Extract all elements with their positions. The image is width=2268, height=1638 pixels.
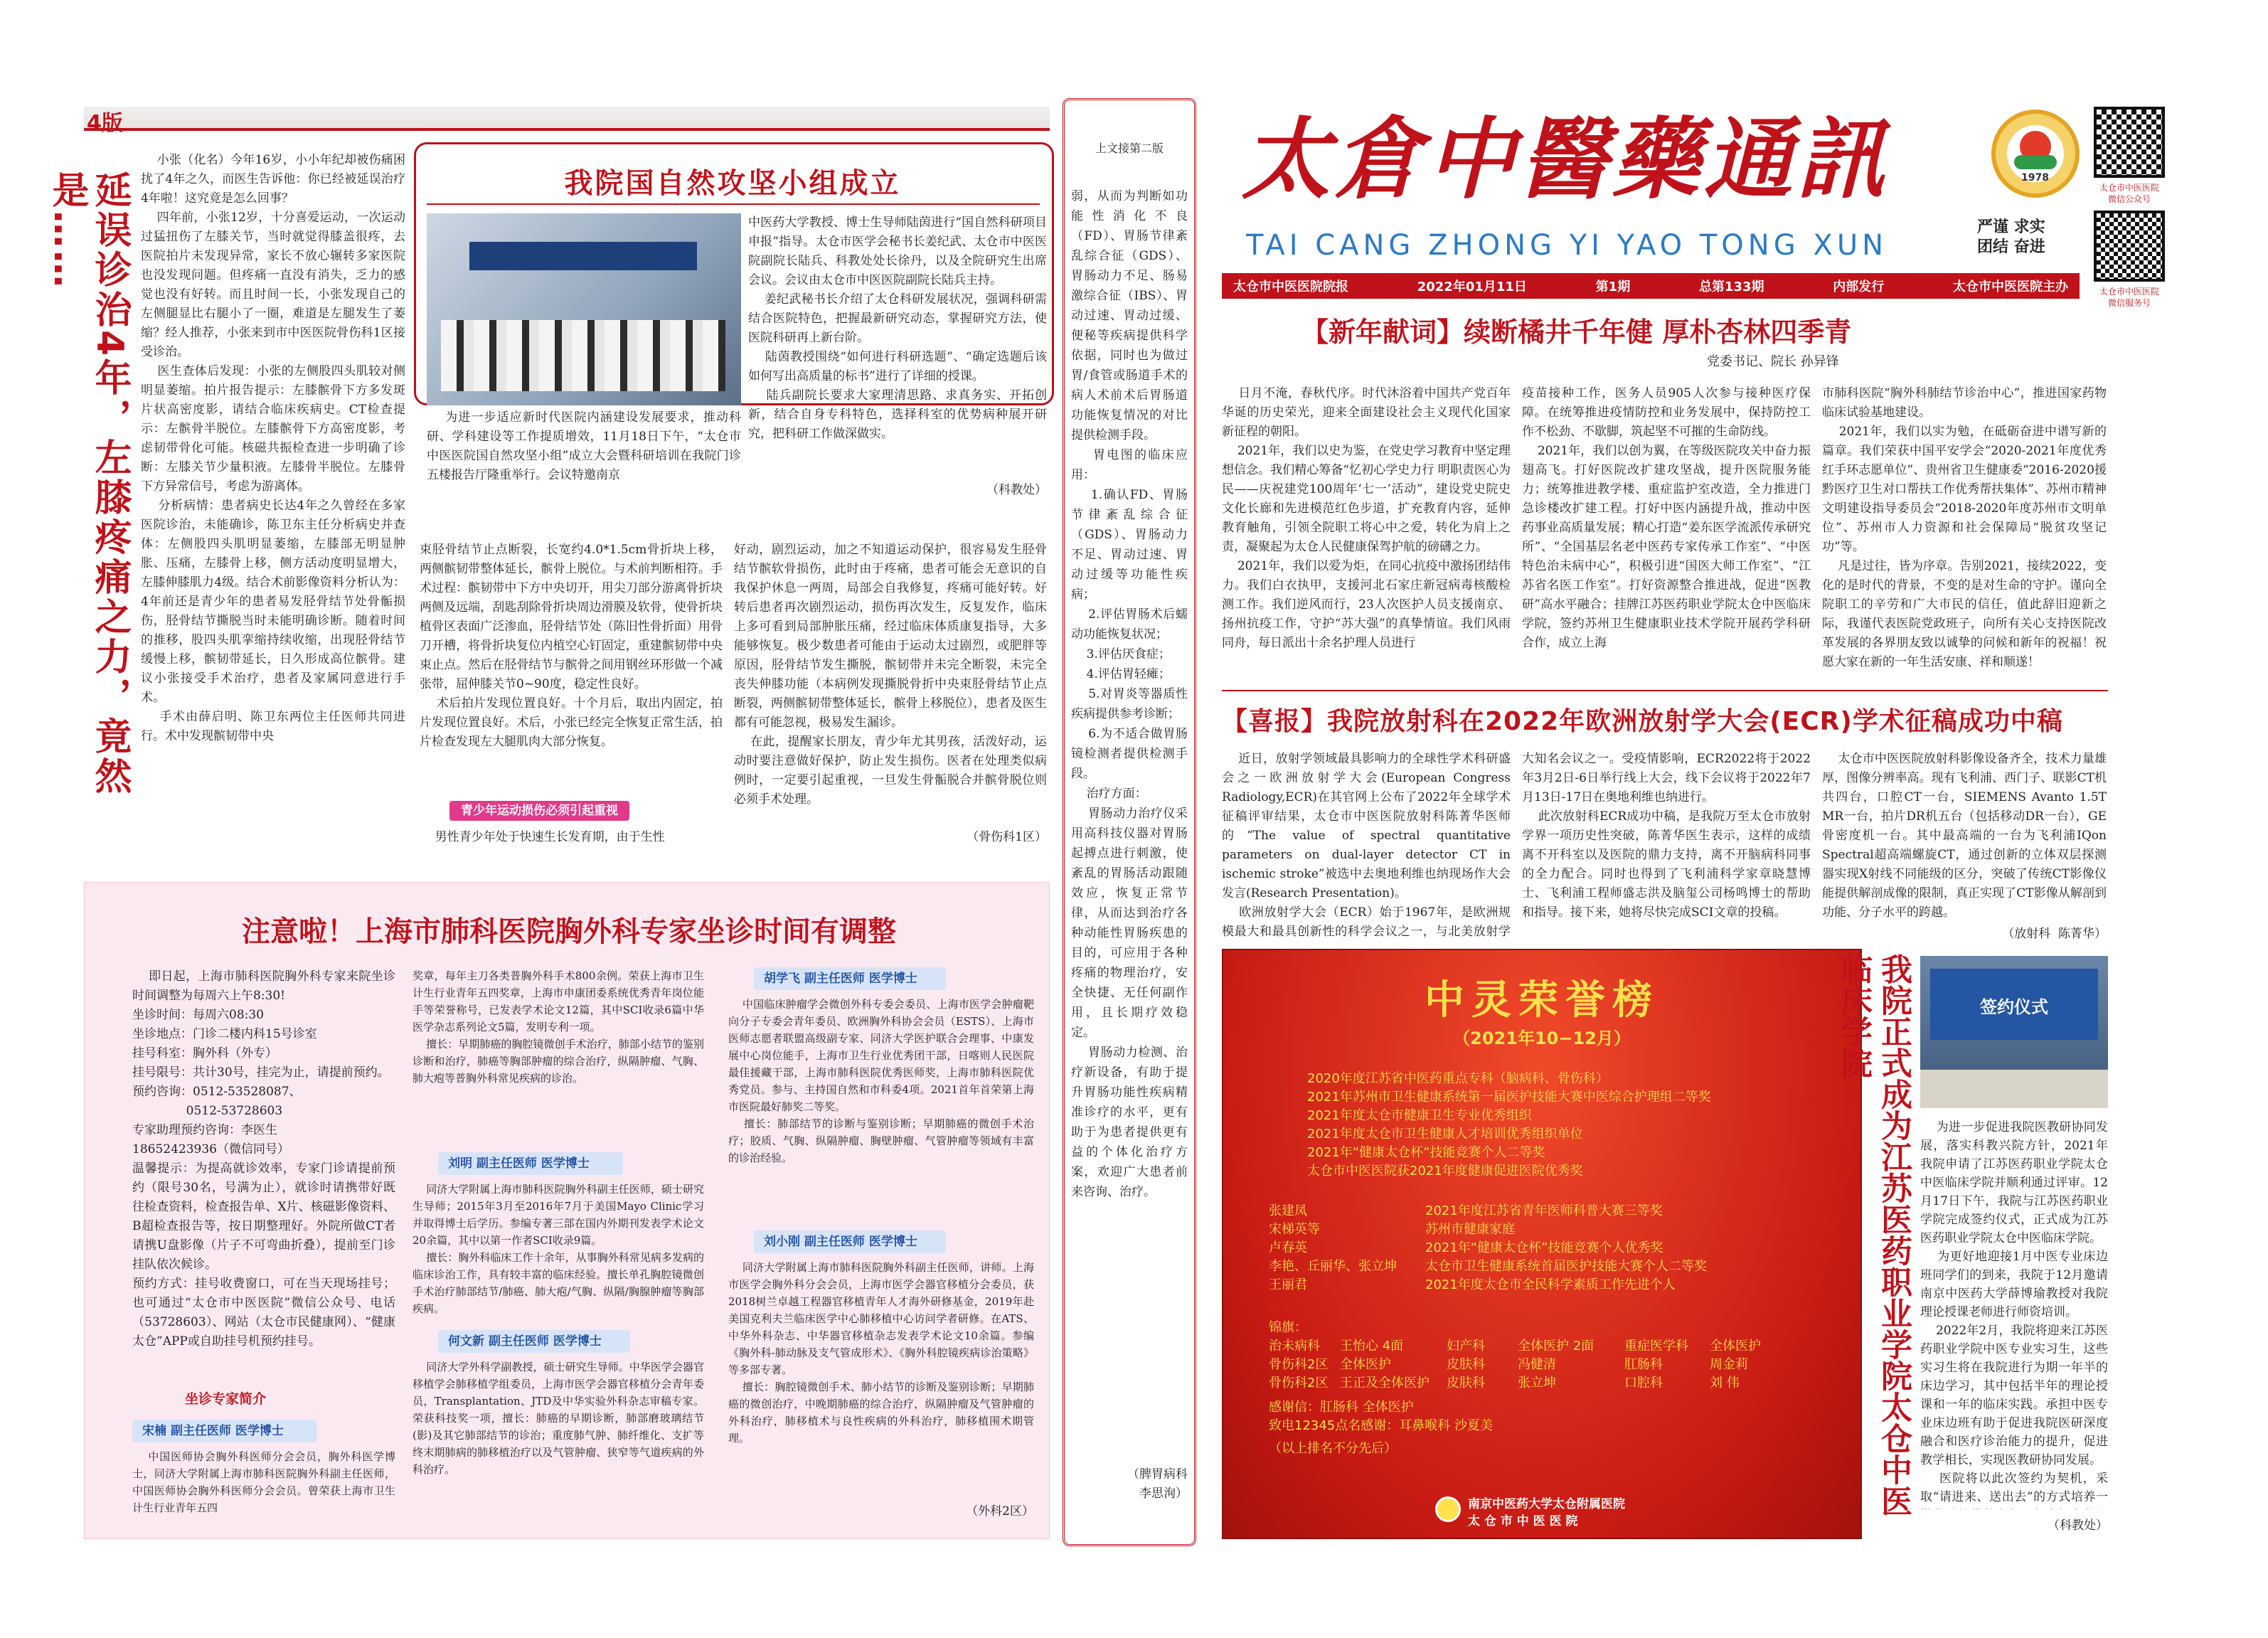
college-credit: （科教处） [2048,1519,2108,1533]
notice-col2: 奖章，每年主刀各类普胸外科手术800余例。荣获上海市卫生计生行业青年五四奖章，上海市申康团委系统优秀青年岗位能手等荣誉称号，已发表学术论文12篇，其中SCI收录6篇中华医学杂志系列论文5篇，发明专利一项。 擅长：早期肺癌的胸腔镜微创手术治疗，肺部小结节的鉴别诊断和治疗，肺癌等胸部肿瘤的综合治疗，纵隔肿瘤、气胸、肺大疱等普胸外科常见疾病的诊治。 [412,969,704,1085]
continuation-label: 上文接第二版 [1095,142,1164,155]
unit-award: 刘 伟 [1710,1376,1740,1390]
honor-award: 2021年度江苏省青年医师科普大赛三等奖 [1425,1203,1663,1218]
unit: 骨伤科2区 [1269,1357,1329,1372]
unit-award: 全体医护 [1340,1357,1391,1372]
honor-item: 2021年度太仓市健康卫生专业优秀组织 [1307,1108,1532,1123]
page-number: 4版 [87,111,123,136]
college-text: 为进一步促进我院医教研协同发展，落实科教兴院方针，2021年我院申请了江苏医药职业学院太仓中医临床学院并顺利通过评审。12月17日下午，我院与江苏医药职业学院完成签约仪式，正式成为江苏医药职业学院太仓中医临床学院。 为更好地迎接1月中医专业床边班同学们的到来，我院于12月邀请南京中医药大学薛博瑜教授对我院理论授课老师进行师资培训。 2022年2月，我院将迎来江苏医药职业学院中医专业实习生，这些实习生将在我院进行为期一年半的床边学习，其中包括半年的理论授课和一年的临床实践。承担中医专业床边班有助于促进我院医研深度融合和医疗诊治能力的提升，促进教学相长，实现医教研协同发展。 医院将以此次签约为契机，采取“请进来、送出去”的方式培养一 [1920,1120,2108,1504]
info-paper-name: 太仓市中医医院院报 [1233,280,1348,294]
knee-credit: （骨伤科1区） [967,830,1047,844]
info-date: 2022年01月11日 [1417,280,1527,294]
newyear-col2: 疫苗接种工作，医务人员905人次参与接种医疗保障。在统筹推进疫情防控和业务发展中，保持防控工作不松劲、不歇脚，筑起坚不可摧的生命防线。 2021年，我们以创为翼，在等级医院攻关中奋力振翅高飞。打好医院改扩建攻坚战，提升医院服务能力；统筹推进教学楼、重症监护室改造，全力推进门急诊楼改扩建工程。打好中医内涵提升战，推动中医药事业高质量发展；精心打造“姜东医学流派传承研究所”、“全国基层名老中医药专家传承工作室”、“中医特色治未病中心”，积极引进“国医大师工作室”、“江苏省名医工作室”。打好资源整合推进战，促进“医教研”高水平融合；挂牌江苏医药职业学院太仓中医临床学院，签约苏州卫生健康职业技术学院开展药学科研合作，成立上海 [1522,386,1811,650]
honor-person-row [1269,1257,1852,1276]
ecr-col1: 近日，放射学领域最具影响力的全球性学术科研盛会之一欧洲放射学大会(European Congress Radiology,ECR)在其官网上公布了2022年全球学术征稿评审结果，太仓市中医医院放射科陈菁华医师的“The value of spectral quantitative parameters on dual-layer detector CT in ischemic stroke”被选中去奥地利维也纳现场作大会发言(Research Presentation)。 欧洲放射学大会（ECR）始于1967年，是欧洲规模最大和最具创新性的科学会议之一，与北美放射学 [1222,752,1511,939]
honor-footer-emblem [1435,1496,1461,1522]
honor-footer-line2: 太 仓 市 中 医 医 院 [1468,1514,1578,1528]
feature-credit: （科教处） [986,483,1047,497]
honor-subtitle: （2021年10−12月） [1453,1028,1631,1048]
masthead-info-bar [1222,273,2080,299]
masthead-title: 太倉中醫藥通訊 [1242,108,1890,211]
honor-person-row [1269,1202,1852,1220]
motto-line2: 团结 奋进 [1977,238,2045,256]
article-knee-col1: 小张（化名）今年16岁，小小年纪却被伤痛困扰了4年之久，而医生告诉他：你已经被延误治疗4年啦！这究竟是怎么回事？ 四年前，小张12岁，十分喜爱运动，一次运动过猛扭伤了左膝关节，当时就觉得膝盖很疼，去医院拍片未发现异常，家长不放心辗转多家医院也没发现问题。但疼痛一直没有消失，乏力的感觉也没有好转。而且时间一长，小张发现自己的左侧腿显比右腿小了一圈，难道是左腿发生了萎缩？经人推荐，小张来到市中医医院骨伤科1区接受诊治。 医生查体后发现：小张的左侧股四头肌较对侧明显萎缩。拍片报告提示：左膝髌骨下方多发斑片状高密度影，请结合临床疾病史。CT检查提示：左髌骨半脱位。左膝髌骨下方高密度影，考虑韧带骨化可能。核磁共振检查进一步明确了诊断：左膝关节少量积液。左膝骨半脱位。左膝骨下方异常信号，考虑为游离体。 分析病情：患者病史长达4年之久曾经在多家医院诊治，未能确诊，陈卫东主任分析病史并查体：左侧股四头肌明显萎缩，左膝部无明显肿胀、压痛，左膝骨上移，侧方活动度明显增大，左膝伸膝肌力4级。结合术前影像资料分析认为：4年前还是青少年的患者易发胫骨结节处骨骺损伤，胫骨结节撕脱当时未能明确诊断。随着时间的推移，股四头肌挛缩持续收缩，出现胫骨结节缓慢上移，髌韧带延长，日久形成高位髌骨。建议小张接受手术治疗，患者及家属同意进行手术。 手术由薛启明、陈卫东两位主任医师共同进行。术中发现髌韧带中央 [141,153,405,743]
unit: 皮肤科 [1447,1376,1485,1390]
qr-code-wechat[interactable] [2094,107,2165,178]
honor-units [1269,1319,1852,1458]
divider-ecr [1222,690,2108,691]
signing-banner-text: 签约仪式 [1980,997,2048,1017]
expert-label-4: 胡学飞 副主任医师 医学博士 [754,967,946,990]
honor-award: 2021年度太仓市全民科学素质工作先进个人 [1425,1277,1676,1292]
unit-award: 全体医护 2面 [1518,1339,1594,1354]
unit: 肛肠科 [1624,1357,1663,1372]
info-distribution: 内部发行 [1833,280,1885,294]
vertical-headline: 延误诊治4年，左膝疼痛之力，竟然是…… [46,171,131,797]
masthead-pinyin: TAI CANG ZHONG YI YAO TONG XUN [1246,229,1888,262]
expert-text-3: 同济大学外科学副教授，硕士研究生导师。中华医学会器官移植学会肺移植学组委员，上海市医学会器官移植分会青年委员，Transplantation、JTD及中华实验外科杂志审稿专家。荣获科技奖一项，擅长：肺癌的早期诊断，肺部磨玻璃结节(影)及其它肺部结节的诊治；重度肺气肿、肺纤维化、支扩等终末期肺病的肺移植治疗以及气管肿瘤、狭窄等气道疾病的外科治疗。 [412,1361,704,1476]
unit: 骨伤科2区 [1269,1376,1329,1390]
unit-award: 冯健清 [1518,1357,1556,1372]
honor-thanks: 感谢信：肛肠科 全体医护 [1269,1400,1414,1415]
qr-caption-service: 太仓市中医医院 微信服务号 [2099,287,2159,308]
honor-person-row [1269,1239,1852,1257]
honor-person: 王丽君 [1269,1277,1307,1292]
feature-title-rule [427,203,1040,205]
article-knee-col3: 好动，剧烈运动，加之不知道运动保护，很容易发生胫骨结节髌软骨损伤，此时由于疼痛，患者可能会无意识的自我保护休息一两周，局部会自我修复，疼痛可能好转。好转后患者再次剧烈运动，损伤再次发生，反复发作，临床上多可看到局部肿胀压痛，经过临床体质康复指导，大多能够恢复。极少数患者可能由于运动太过剧烈，或肥胖等原因，胫骨结节发生撕脱，髌韧带并未完全断裂，未完全丧失伸膝功能（本病例发现撕脱骨折中央束胫骨结节止点断裂，两侧髌韧带整体延长，髌骨上移脱位），患者及医生都有可能忽视，极易发生漏诊。 在此，提醒家长朋友，青少年尤其男孩，活泼好动，运动时要注意做好保护，防止发生损伤。医者在处理类似病例时，一定要引起重视，一旦发生骨骺脱合并髌骨脱位则必须手术处理。 [734,543,1047,807]
honor-thanks-phone: 致电12345点名感谢：耳鼻喉科 沙夏美 [1269,1418,1493,1433]
honor-item: 2021年“健康太仓杯”技能竞赛个人二等奖 [1307,1145,1545,1160]
group-photo [427,213,741,405]
honor-award: 苏州市健康家庭 [1425,1222,1515,1237]
photo-people [441,320,725,391]
honor-unit-row [1269,1374,1852,1393]
expert-label-2: 刘明 副主任医师 医学博士 [438,1152,623,1175]
expert-text-1: 中国医师协会胸外科医师分会会员，胸外科医学博士，同济大学附属上海市肺科医院胸外科副主任医师，中国医师协会胸外科医师分会会员。曾荣获上海市卫生计生行业青年五四 [132,1450,395,1514]
expert-text-5: 同济大学附属上海市肺科医院胸外科副主任医师，讲师。上海市医学会胸外科分会会员，上海市医学会器官移植分会委员，获2018树兰卓越工程器官移植青年人才海外研修基金，2019年赴美国克利夫兰临床医学中心肺移植中心访问学者研修。在ATS、中华外科杂志、中华器官移植杂志发表学术论文10余篇。参编《胸外科-肺动脉及支气管成形术》、《胸外科腔镜疾病诊治策略》等多部专著。 擅长：胸腔镜微创手术、肺小结节的诊断及鉴别诊断；早期肺癌的微创治疗，中晚期肺癌的综合治疗，纵隔肿瘤及气管肿瘤的外科治疗，肺移植术与良性疾病的外科治疗，肺移植围术期管理。 [728,1261,1034,1445]
honor-item: 2021年苏州市卫生健康系统第一届医护技能大赛中医综合护理组二等奖 [1307,1090,1711,1105]
honor-item: 2021年度太仓市卫生健康人才培训优秀组织单位 [1307,1127,1583,1142]
ecr-col3: 太仓市中医医院放射科影像设备齐全，技术力量雄厚，图像分辨率高。现有飞利浦、西门子、联影CT机共四台，口腔CT一台，SIEMENS Avanto 1.5T MR一台，拍片DR机五台（包括移动DR一台），GE骨密度机一台。其中最高端的一台为飞利浦IQon Spectral超高端螺旋CT，通过创新的立体双层探测器实现X射线不同能级的区分，突破了传统CT影像仪能提供解剖成像的限制，真正实现了CT影像从解剖到功能、分子水平的跨越。 [1822,752,2107,920]
expert-label-1: 宋楠 副主任医师 医学博士 [132,1420,317,1442]
newyear-title: 【新年献词】续断橘井千年健 厚朴杏林四季青 [1301,317,1852,348]
unit: 治未病科 [1269,1339,1320,1354]
expert-label-5: 刘小刚 副主任医师 医学博士 [754,1230,946,1253]
feature-title: 我院国自然攻坚小组成立 [564,167,901,200]
newyear-col3: 市肺科医院“胸外科肺结节诊治中心”，推进国家药物临床试验基地建设。 2021年，我们以实为勉，在砥砺奋进中谱写新的篇章。我们荣获中国平安学会“2020-2021年度优秀红手环志愿单位”、贵州省卫生健康委“2016-2020援黔医疗卫生对口帮扶工作优秀帮扶集体”、苏州市精神文明建设指导委员会“2018-2020年度苏州市文明单位”、苏州市人力资源和社会保障局“脱贫攻坚记功”等。 凡是过往，皆为序章。告别2021，接续2022，变化的是时代的背景，不变的是对生命的守护。谨向全院职工的辛劳和广大市民的信任，值此辞旧迎新之际，我谨代表医院党政班子，向所有关心支持医院改革发展的各界朋友致以诚挚的问候和新年的祝福！祝愿大家在新的一年生活安康、祥和顺遂！ [1822,386,2107,669]
subhead-youth-sports: 青少年运动损伤必须引起重视 [449,801,629,821]
honor-person: 李艳、丘丽华、张立坤 [1269,1259,1397,1274]
info-publisher: 太仓市中医医院主办 [1952,280,2068,294]
left-page-header [84,107,1050,136]
info-issue: 第1期 [1595,280,1631,294]
unit-award: 王怡心 4面 [1340,1339,1404,1354]
honor-title: 中灵荣誉榜 [1425,977,1659,1023]
middle-credit: （脾胃病科 李思洵） [1127,1467,1188,1501]
honor-person-row [1269,1220,1852,1239]
newyear-col1: 日月不淹，春秋代序。时代沐浴着中国共产党百年华诞的历史荣光，迎来全面建设社会主义现代化国家新征程的朝阳。 2021年，我们以史为鉴，在党史学习教育中坚定理想信念。我们精心筹备“忆初心学史力行 明职责医心为民——庆祝建党100周年‘七一’活动”，建设党史院史文化长廊和先进模范红色步道，扩充教育内容，延伸教育触角，引领全院职工将心中之爱，转化为肩上之责，凝聚起为太仓人民健康保驾护航的磅礴之力。 2021年，我们以爱为炬，在同心抗疫中激扬团结伟力。我们白衣执甲，支援河北石家庄新冠病毒核酸检测工作。我们逆风而行，23人次医护人员支援南京、扬州抗疫工作，守护“苏大强”的真挚情谊。我们风雨同舟，每日派出十余名护理人员进行 [1222,386,1511,650]
unit-award: 周金莉 [1710,1357,1748,1372]
qr-caption-wechat: 太仓市中医医院 微信公众号 [2099,183,2159,204]
unit-award: 张立坤 [1518,1376,1556,1390]
honor-unit-row [1269,1356,1852,1374]
honor-note: （以上排名不分先后） [1269,1441,1397,1456]
article-knee-col2: 束胫骨结节止点断裂，长宽约4.0*1.5cm骨折块上移，两侧髌韧带整体延长，髌骨上脱位。与术前判断相符。手术过程：髌韧带中下方中央切开，用尖刀部分游离骨折块两侧及远端，刮匙刮除骨折块周边滑膜及软骨，使骨折块植骨区表面广泛渗血，胫骨结节处（陈旧性骨折面）用骨刀开槽，将骨折块复位内植空心钉固定，重建髌韧带中央束止点。然后在胫骨结节与髌骨之间用钢丝环形做一个减张带，屈伸膝关节0~90度，稳定性良好。 术后拍片发现位置良好。十个月后，取出内固定，拍片发现位置良好。术后，小张已经完全恢复正常生活，拍片检查发现左大腿肌肉大部分恢复。 [420,543,723,749]
honor-footer-line1: 南京中医药大学太仓附属医院 [1468,1497,1625,1511]
signing-photo [1920,956,2108,1108]
unit: 妇产科 [1447,1339,1485,1354]
honor-units-label: 锦旗： [1269,1320,1307,1335]
feature-text-b: 中医药大学教授、博士生导师陆茵进行“国自然科研项目申报”指导。太仓市医学会秘书长姜纪武、太仓市中医医院副院长陆兵、科教处处长徐丹，以及全院研究生出席会议。会议由太仓市中医医院副院长陆兵主持。 姜纪武秘书长介绍了太仓科研发展状况，强调科研需结合医院特色，把握最新研究动态，掌握研究方法，使医院科研再上新台阶。 陆茵教授围绕“如何进行科研选题”、“确定选题后该如何写出高质量的标书”进行了详细的授课。 陆兵副院长要求大家理清思路、求真务实、开拓创新，结合自身专科特色，选择科室的优势病种展开研究，把科研工作做深做实。 [748,216,1047,441]
notice-col1: 即日起，上海市肺科医院胸外科专家来院坐诊时间调整为每周六上午8:30! 坐诊时间：每周六08:30 坐诊地点：门诊二楼内科15号诊室 挂号科室：胸外科（外专） 挂号限号：共计30号，挂完为止，请提前预约。 预约咨询：0512-53528087、 0512-53728603 专家助理预约咨询：李医生 18652423936（微信同号） 温馨提示：为提高就诊效率，专家门诊请提前预约（限号30名，号满为止），就诊时请携带好既往检查资料，检查报告单、X片、核磁影像资料、B超检查报告等，按日期整理好。外院所做CT者请携U盘影像（片子不可弯曲折叠），提前至门诊挂队依次候诊。 预约方式：挂号收费窗口，可在当天现场挂号；也可通过“太仓市中医医院”微信公众号、电话（53728603）、网站（太仓市民健康网）、“健康太仓”APP或自助挂号机预约挂号。 [132,969,395,1349]
honor-item: 2020年度江苏省中医药重点专科（脑病科、骨伤科） [1307,1071,1609,1086]
notice-credit: （外科2区） [966,1504,1034,1519]
unit-award: 王正及全体医护 [1340,1376,1430,1390]
newyear-byline: 党委书记、院长 孙异锋 [1707,354,1839,369]
ecr-title: 【喜报】我院放射科在2022年欧洲放射学大会(ECR)学术征稿成功中稿 [1222,707,2063,736]
photo-banner [469,242,697,270]
hospital-logo [1991,110,2080,198]
ecr-credit: （放射科 陈菁华） [2002,927,2107,941]
college-vertical-title: 我院正式成为江苏医药职业学院太仓中医临床学院 [1836,953,1912,1516]
feature-text-a: 为进一步适应新时代医院内涵建设发展要求，推动科研、学科建设等工作提质增效，11月18日下午，“太仓市中医医院国自然攻坚小组”成立大会暨科研培训在我院门诊五楼报告厅隆重举行。会议特邀南京 [427,410,741,482]
honor-person-row [1269,1276,1852,1294]
qr-code-service[interactable] [2094,211,2165,282]
notice-title: 注意啦！上海市肺科医院胸外科专家坐诊时间有调整 [242,915,896,948]
honor-people [1269,1202,1852,1294]
expert-text-4: 中国临床肿瘤学会微创外科专委会委员、上海市医学会肿瘤靶向分子专委会青年委员、欧洲胸外科协会会员（ESTS）、上海市医师志愿者联盟高级副专家、同济大学医护联合会理事、中康发展中心岗位能手，上海市卫生行业优秀团干部，日喀则人民医院最佳援藏干部，上海市肺科医院优秀医师奖，上海市肺科医院优秀党员。参与、主持国自然和市科委4项。2021首年首荣第上海市医院最好肺奖二等奖。 擅长：肺部结节的诊断与鉴别诊断；早期肺癌的微创手术治疗；胶质、气胸、纵隔肿瘤、胸壁肿瘤、气管肿瘤等领域有丰富的诊治经验。 [728,998,1034,1164]
article-knee-col2-tail: 男性青少年处于快速生长发育期，由于生性 [420,830,665,844]
notice-expert-intro-heading: 坐诊专家简介 [185,1391,267,1407]
middle-gastro-text: 弱，从而为判断如功能性消化不良（FD）、胃肠节律紊乱综合征（GDS）、胃肠动力不足、肠易激综合征（IBS）、胃动过速、胃动过缓、便秘等疾病提供科学依据，同时也为做过胃/食管或肠道手术的病人术前术后胃肠道功能恢复情况的对比提供检测手段。 胃电图的临床应用： 1.确认FD、胃肠节律紊乱综合征（GDS）、胃肠动力不足、胃动过速、胃动过缓等功能性疾病； 2.评估胃肠术后蠕动功能恢复状况； 3.评估厌食症； 4.评估胃轻瘫； 5.对胃炎等器质性疾病提供参考诊断； 6.为不适合做胃肠镜检测者提供检测手段。 治疗方面： 胃肠动力治疗仪采用高科技仪器对胃肠起搏点进行刺激，使紊乱的胃肠活动跟随效应，恢复正常节律，从而达到治疗各种动能性胃肠疾患的目的，可应用于各种疼痛的物理治疗，安全快捷、无任何副作用，且长期疗效稳定。 胃肠动力检测、治疗新设备，有助于提升胃肠功能性疾病精准诊疗的水平，更有助于为患者提供更有益的个体化治疗方案，欢迎广大患者前来咨询、治疗。 [1071,189,1188,1199]
unit-award: 全体医护 [1710,1339,1761,1354]
logo-year: 1978 [2021,172,2049,184]
honor-items [1307,1070,1848,1181]
honor-person: 宋梯英等 [1269,1222,1320,1237]
ecr-col2: 大知名会议之一。受疫情影响，ECR2022将于2022年3月2日-6日举行线上大会，线下会议将于2022年7月13日-17日在奥地利维也纳进行。 此次放射科ECR成功中稿，是我院万至太仓市放射学界一项历史性突破，陈菁华医生表示，这样的成绩离不开科室以及医院的鼎力支持，离不开脑病科同事的全力配合。同时也得到了飞利浦科学家章晓慧博士、飞利浦工程师盛志洪及脑玺公司杨鸣博士的帮助和指导。接下来，她将尽快完成SCI文章的投稿。 [1522,752,1811,920]
unit: 皮肤科 [1447,1357,1485,1372]
unit: 口腔科 [1624,1376,1663,1390]
signing-table [1920,1070,2108,1108]
logo-leaf [2014,155,2057,169]
honor-person: 卢春英 [1269,1240,1307,1255]
unit: 重症医学科 [1624,1339,1688,1354]
honor-unit-row [1269,1337,1852,1356]
honor-person: 张建凤 [1269,1203,1307,1218]
expert-text-2: 同济大学附属上海市肺科医院胸外科副主任医师，硕士研究生导师；2015年3月至2016年7月于美国Mayo Clinic学习并取得博士后学历。参编专著三部在国内外期刊发表学术论文20余篇，其中以第一作者SCI收录9篇。 擅长：胸外科临床工作十余年，从事胸外科常见病多发病的临床诊治工作，具有较丰富的临床经验。擅长单孔胸腔镜微创手术治疗肺部结节/肺癌、肺大疱/气胸、纵隔/胸腺肿瘤等胸部疾病。 [412,1183,704,1315]
expert-label-3: 何文新 副主任医师 医学博士 [438,1330,630,1353]
honor-award: 2021年“健康太仓杯”技能竞赛个人优秀奖 [1425,1240,1663,1255]
honor-award: 太仓市卫生健康系统首届医护技能大赛个人二等奖 [1425,1259,1707,1274]
motto-line1: 严谨 求实 [1977,218,2045,236]
info-total-issue: 总第133期 [1698,280,1764,294]
honor-item: 太仓市中医医院获2021年度健康促进医院优秀奖 [1307,1164,1583,1179]
